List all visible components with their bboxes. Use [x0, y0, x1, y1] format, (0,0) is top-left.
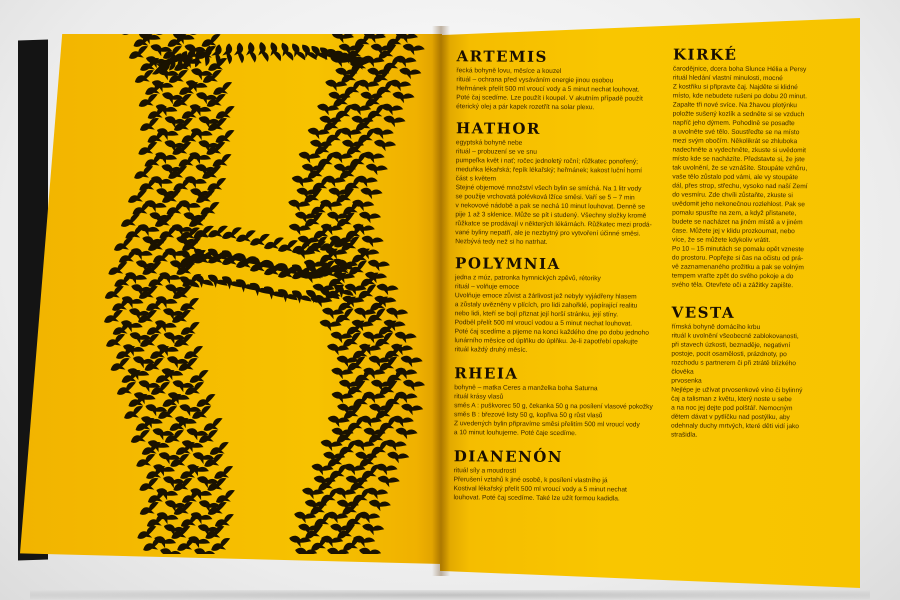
section-line: a na noc jej dejte pod polštář. Nemocným [671, 404, 793, 413]
section-line: tempem vraťte zpět do svého pokoje a do [671, 272, 794, 281]
section-line: vaše tělo zůstalo pod vámi, ale vy stoupáte [672, 173, 799, 182]
section-heading: HATHOR [455, 119, 541, 138]
section-heading: VESTA [671, 303, 736, 322]
section-line: směs B : březové listy 50 g, kopřiva 50 g růst vlasů [454, 411, 603, 420]
section-artemis [456, 47, 671, 112]
section-line: rituál krásy vlasů [454, 393, 504, 401]
section-line: Uvolňuje emoce zůvist a žárlivost jež nebyly vyjádřeny hlasem [454, 292, 637, 301]
section-line: Poté čaj scedíme a pijeme na konci každého dne po dobu jednoho [454, 328, 649, 337]
section-line: pije 1 až 3 sklenice. Může se pít i studený. Všechny složky kromě [455, 211, 647, 220]
book-shadow [30, 590, 870, 600]
section-line: řecká bohyně lovu, měsíce a kouzel [456, 67, 562, 75]
section-line: místo kde se nacházíte. Představte si, že jste [672, 155, 805, 164]
section-line: Nezbývá tedy než si ho natrhat. [455, 238, 548, 246]
section-line: vané byliny nepatří, ale je nezbytný pro vytvoření účinné směsi. [455, 229, 641, 238]
section-heading: POLYMNIA [455, 254, 561, 273]
section-line: čaj a talisman z květu, který noste u sebe [671, 395, 792, 404]
section-line: odehnaly duchy mrtvých, které děti vidí jako [671, 422, 799, 431]
section-line: bohyně – matka Ceres a manželka boha Saturna [454, 384, 598, 393]
book-gutter [432, 26, 450, 576]
section-kirké [672, 46, 853, 291]
left-text-column [453, 41, 671, 511]
section-heading: ARTEMIS [456, 47, 548, 66]
section-line: směs A : puškvorec 50 g, čekanka 50 g na posílení vlasové pokožky [454, 402, 653, 411]
section-line: rituál síly a moudrosti [453, 467, 516, 475]
section-line: Stejné objemové množství všech bylin se smíchá. Na 1 litr vody [455, 184, 642, 193]
section-line: rituál – volňuje emoce [454, 283, 520, 291]
section-line: čase. Můžete jej v klidu prozkoumat, nebo [672, 227, 795, 236]
section-line: část s květem [455, 175, 497, 183]
section-line: pomalu spusťte na zem, a když přistanete, [672, 209, 797, 218]
section-line: strašidla. [670, 431, 698, 439]
section-line: vě zaznamenaného prožitku a pak se volným [671, 263, 804, 272]
section-line: Poté čaj scedíme. Lze použít i koupel. V akutním případě použít [456, 94, 643, 103]
section-line: dál, přes strop, střechu, vysoko nad naší Zemí [672, 182, 808, 191]
section-line: lunárního měsíce od úplňku do úplňku. Je-li zapotřebí opakujte [454, 337, 638, 346]
section-line: a 10 minut louhujeme. Poté čaje scedíme. [453, 429, 577, 438]
section-line: Zapalte tři nové svíce. Na žhavou plotýnku [672, 101, 797, 110]
section-heading: KIRKÉ [672, 45, 738, 64]
section-line: místo, kde nebudete rušeni po dobu 20 minut. [672, 92, 807, 101]
section-line: Po 10 – 15 minutách se pomalu opět vzneste [671, 245, 804, 254]
section-line: tak uvolnění, že se vznášíte. Stoupáte vzhůru, [672, 164, 808, 173]
section-line: svého těla. Otevřete oči a zážitky zapište. [671, 281, 794, 290]
section-line: Z kostřiku si připravte čaj. Najděte si klidné [672, 83, 798, 92]
section-line: mezi svým obočím. Několikrát se zhluboka [672, 137, 798, 146]
section-line: Nejlépe je užívat prvosenkové víno či bylinný [671, 386, 803, 395]
section-heading: DIANENÓN [453, 447, 564, 467]
section-line: prvosenka [671, 377, 702, 385]
section-line: při stavech úzkosti, beznaděje, negativní [671, 341, 791, 350]
section-line: nebo lidi, kteří se bojí přiznat její horší stránku, její stíny. [454, 310, 619, 319]
section-line: člověka [671, 368, 694, 376]
section-line: Přerušení vztahů k jiné osobě, k posílení vlastního já [453, 476, 608, 485]
section-line: rituál každý druhý měsíc. [454, 346, 528, 354]
section-line: položte sušený kozlík a sedněte si se vzduch [672, 110, 805, 119]
section-line: rituál k uvolnění všeobecné zablokovanosti, [671, 332, 799, 341]
section-line: uvědomit jeho nekonečnou rozlehlost. Pak se [672, 200, 805, 209]
section-hathor [455, 119, 671, 247]
section-line: rituál – probuzení se ve snu [455, 148, 537, 156]
section-line: a uvolněte své tělo. Soustřeďte se na místo [672, 128, 800, 137]
section-line: a zůstaly uvězněny v plících, pro lidi zahořklé, popírající realitu [454, 301, 638, 310]
section-line: rituál hledání vlastní minulosti, mocné [672, 74, 783, 83]
section-line: éterický olej a pár kapek rozetřít na solar plexu. [456, 103, 595, 112]
section-line: jedna z múz, patronka hymnických zpěvů, rétoriky [454, 274, 601, 283]
section-heading: RHEIA [454, 364, 519, 383]
section-dianenón [453, 447, 668, 503]
section-line: Kostival lékařský přelít 500 ml vroucí vody a 5 minut nechat [453, 485, 627, 494]
section-line: se použije vrchovatá polévková lžíce směsi. Vaří se 5 – 7 min [455, 193, 635, 202]
right-text-column [671, 40, 853, 449]
section-line: do vesmíru. Zde chvíli zůstaňte, zkuste si [672, 191, 793, 200]
section-line: rozchodu s partnerem či při ztrátě blízkého [671, 359, 797, 368]
section-polymnia [454, 254, 670, 355]
section-line: čarodějnice, dcera boha Slunce Hélia a Persy [672, 65, 807, 74]
section-line: louhovat. Poté čaj scedíme. Také lze užít formou kadidla. [453, 494, 620, 503]
section-line: římská bohyně domácího krbu [671, 323, 761, 331]
section-line: dětem dávat v pytlíčku nad postýlku, aby [671, 413, 790, 422]
section-line: Z uvedených bylin připravíme směsi přelitím 500 ml vroucí vody [453, 420, 640, 429]
section-line: Podběl přelít 500 ml vroucí vodou a 5 minut nechat louhovat. [454, 319, 633, 328]
section-line: rituál – ochrana před vysáváním energie jinou osobou [456, 76, 614, 85]
section-line: v nekovové nádobě a pak se nechá 10 minut louhovat. Denně se [455, 202, 646, 211]
section-rheia [454, 364, 670, 438]
section-line: růžkatce se prodávají v některých lékárnách. Růžkatec mezi prodá- [455, 220, 652, 229]
letter-h-bird-artwork [60, 34, 430, 554]
section-line: postoje, pocit osamělosti, prázdnoty, po [671, 350, 787, 359]
section-vesta [671, 304, 852, 441]
section-line: napříč jeho dýmem. Pohodlně se posaďte [672, 119, 795, 128]
bird-silhouettes [102, 34, 425, 554]
section-line: nadechněte a vydechněte, zkuste si uvědomit [672, 146, 806, 155]
section-line: více, že se můžete kdykoliv vrátit. [672, 236, 771, 245]
section-line: pumpeľka květ i nať; ročec jednoletý roční; růžkatec ponořený; [455, 157, 638, 166]
section-line: do prostoru. Popřejte si čas na očistu od prá- [671, 254, 804, 263]
section-line: meduňka lékařská; řepík lékařský; heřmánek; kakost luční horní [455, 166, 642, 175]
section-line: egyptská bohyně nebe [455, 139, 523, 147]
section-line: budete se nacházet na jiném místě a v jiném [672, 218, 803, 227]
section-line: Heřmánek přelít 500 ml vroucí vody a 5 minut nechat louhovat. [456, 85, 640, 94]
